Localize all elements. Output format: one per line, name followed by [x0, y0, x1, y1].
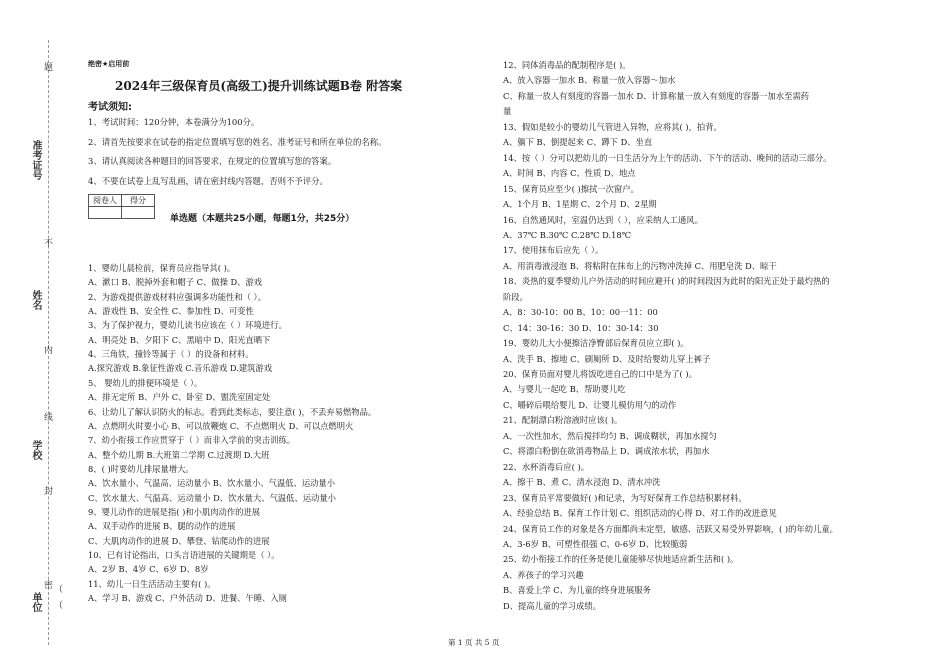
seal-bracket-1: （ — [54, 585, 64, 595]
question-line: A.探究游戏 B.象征性游戏 C.音乐游戏 D.建筑游戏 — [88, 363, 273, 374]
score-col-grader: 阅卷人 — [89, 195, 122, 207]
question-line: 13、假如是较小的婴幼儿气管进入异物，应将其( )，拍背。 — [503, 121, 722, 132]
page-title: 2024年三级保育员(高级工)提升训练试题B卷 附答案 — [115, 79, 403, 93]
seal-bracket-2: （ — [54, 601, 64, 611]
question-line: 12、同体消毒品的配制程序是( )。 — [503, 60, 631, 70]
question-line: 19、婴幼儿大小便擦洁净臀部后保育员应立即( )。 — [503, 338, 689, 349]
question-line: A、8：30-10：00 B、10：00一11：00 — [503, 307, 658, 318]
question-line: 5、 婴幼儿的排便环境是（ ）。 — [88, 377, 203, 388]
question-line: 24、保育员工作的对象是各方面都尚未定型，敏感、活跃又易受外界影响，( )的年幼儿童。 — [503, 523, 838, 534]
question-line: A、经验总结 B、保育工作计划 C、组织活动的心得 D、对工作的改进意见 — [503, 508, 777, 519]
notice-item: 4、不要在试卷上乱写乱画，请在密封线内答题，否则不予评分。 — [88, 176, 328, 186]
question-line: A、漱口 B、脱掉外套和帽子 C、做操 D、游戏 — [88, 277, 263, 288]
question-line: A、洗手 B、擦地 C、刷厕所 D、及时给婴幼儿穿上裤子 — [503, 353, 711, 364]
section-title: 单选题（本题共25小题，每题1分，共25分） — [170, 214, 355, 224]
question-line: A、用消毒液浸泡 B、将粘附在抹布上的污物冲洗掉 C、用肥皂洗 D、晾干 — [503, 260, 777, 271]
question-line: 20、保育员面对婴儿将饭吃进自己的口中是为了( )。 — [503, 369, 697, 379]
notice-item: 1、考试时间：120分钟，本卷满分为100分。 — [88, 117, 260, 127]
question-line: B、喜爱上学 C、为儿童的终身进展服务 — [503, 585, 651, 596]
question-line: 14、按（ ）分可以把幼儿的一日生活分为上午的活动、下午的活动、晚间的活动三部分。 — [503, 152, 832, 163]
question-line: 量 — [503, 106, 512, 117]
question-line: A、游戏性 B、安全性 C、参加性 D、可变性 — [88, 306, 254, 317]
question-line: A、双手动作的进展 B、腿的动作的进展 — [88, 521, 236, 532]
question-line: D、提高儿童的学习成绩。 — [503, 600, 601, 611]
question-line: 阶段。 — [503, 291, 528, 302]
question-line: 21、配制漂白粉溶液时应该( )。 — [503, 415, 623, 426]
question-line: A、躺下 B、倒提起来 C、蹲下 D、坐直 — [503, 137, 653, 148]
question-line: 2、为游戏提供游戏材料应强调多功能性和（ ）。 — [88, 291, 267, 302]
score-col-score: 得分 — [122, 195, 155, 207]
question-line: A、放入容器一加水 B、称量一放入容器～加水 — [503, 75, 676, 86]
school-label: 学校 — [30, 440, 41, 460]
question-line: 8、( )时要幼儿排尿量增大。 — [88, 463, 194, 474]
question-line: 11、幼儿一日生活活动主要有( )。 — [88, 578, 216, 589]
question-line: 18、炎热的夏季婴幼儿户外活动的时间应避开( )的时间段因为此时的阳光正处于最灼热的 — [503, 276, 830, 287]
page-number: 第 1 页 共 5 页 — [448, 638, 500, 647]
question-line: A、37℃ B.30℃ C.28℃ D.18℃ — [503, 229, 631, 240]
question-line: A、饮水量小、气温高、运动量小 B、饮水量小、气温低、运动量小 — [88, 478, 336, 489]
question-line: A、排无定所 B、户外 C、卧室 D、盥洗室固定处 — [88, 392, 271, 403]
seal-char-5: 密 — [44, 581, 54, 591]
question-line: C、称量一放人有刻度的容器一加水 D、计算称量一放入有刻度的容器一加水至需药 — [503, 90, 810, 101]
seal-char-3: 线 — [44, 413, 54, 423]
question-line: A、擦干 B、煮 C、清水浸泡 D、清水冲洗 — [503, 477, 661, 488]
question-line: 3、为了保护视力，婴幼儿读书应该在（ ）环境进行。 — [88, 320, 287, 331]
question-line: C、饮水量大、气温高、运动量小 D、饮水量大、气温低、运动量小 — [88, 492, 336, 503]
question-line: C、14：30-16：30 D、10：30-14：30 — [503, 322, 659, 333]
question-line: A、2岁 B、4岁 C、6岁 D、8岁 — [88, 564, 209, 575]
question-line: 16、自然通风时，室温仍达到（ ），应采纳人工通风。 — [503, 214, 703, 225]
question-line: 6、让幼儿了解认识防火的标志。看到此类标志，要注意( )，不丢弃易燃物品。 — [88, 406, 377, 417]
unit-label: 单位 — [30, 592, 41, 612]
question-line: 22、水杯消毒后应( )。 — [503, 461, 590, 472]
question-line: A、与婴儿一起吃 B、帮助婴儿吃 — [503, 384, 626, 395]
question-line: 10、已有讨论指出，口头言语进展的关键期是（ ）。 — [88, 550, 280, 560]
question-line: A、时间 B、内容 C、性质 D、地点 — [503, 168, 636, 179]
question-line: 9、婴儿动作的进展是指( )和小肌肉动作的进展 — [88, 506, 261, 517]
question-line: 25、幼小衔接工作的任务是使儿童能够尽快地适应新生活和( )。 — [503, 554, 739, 565]
score-cell-grader[interactable] — [89, 207, 122, 219]
question-line: 23、保育员平常要做好( )和记录，为写好保育工作总结积累材料。 — [503, 492, 747, 503]
question-line: A、点燃明火时要小心 B、可以放鞭炮 C、不点燃明火 D、可以点燃明火 — [88, 420, 354, 431]
question-line: C、嚼碎后喂给婴儿 D、让婴儿模仿用勺的动作 — [503, 399, 677, 410]
question-line: C、大肌肉动作的进展 D、攀登、钻爬动作的进展 — [88, 535, 270, 546]
question-line: A、整个幼儿期 B.大班第二学期 C.过渡期 D.大班 — [88, 449, 270, 460]
question-line: A、一次性加水，然后搅拌均匀 B、调成糊状，再加水搅匀 — [503, 430, 717, 441]
question-line: 7、幼小衔接工作应贯穿于（ ）而非入学前的突击训练。 — [88, 435, 296, 446]
question-line: A、1个月 B、1星期 C、2个月 D、2星期 — [503, 199, 657, 210]
notice-item: 2、请首先按要求在试卷的指定位置填写您的姓名、准考证号和所在单位的名称。 — [88, 137, 387, 147]
question-line: A、养孩子的学习兴趣 — [503, 569, 584, 580]
notice-item: 3、请认真阅读各种题目的回答要求，在规定的位置填写您的答案。 — [88, 156, 337, 166]
notice-title: 考试须知: — [88, 102, 132, 113]
score-cell-score[interactable] — [122, 207, 155, 219]
question-line: C、将漂白粉倒在欲消毒物品上 D、调成浓水状，再加水 — [503, 446, 710, 457]
exam-number-label: 准考证号 — [30, 140, 41, 180]
question-line: 4、三角铁，撞铃等属于（ ）的设备和材料。 — [88, 349, 254, 360]
question-line: 17、使用抹布后应先（ ）。 — [503, 245, 604, 256]
seal-char-4: 封 — [44, 487, 54, 497]
seal-char-top: 题 — [44, 63, 54, 73]
seal-char-2: 内 — [44, 346, 54, 356]
question-line: A、明亮处 B、夕阳下 C、黑暗中 D、阳光直晒下 — [88, 334, 271, 345]
seal-char-1: 不 — [44, 239, 54, 249]
question-line: A、3-6岁 B、可塑性很强 C、0-6岁 D、比较脆弱 — [503, 538, 688, 549]
name-label: 姓名 — [30, 290, 41, 310]
score-table — [88, 194, 155, 219]
confidential-mark: 绝密★启用前 — [88, 60, 130, 68]
question-line: 15、保育员应至少( )擦拭一次窗户。 — [503, 183, 639, 194]
question-line: 1、婴幼儿晨检前，保育员应指导其( )。 — [88, 263, 236, 273]
question-line: A、学习 B、游戏 C、户外活动 D、进餐、午睡、入厕 — [88, 593, 287, 604]
